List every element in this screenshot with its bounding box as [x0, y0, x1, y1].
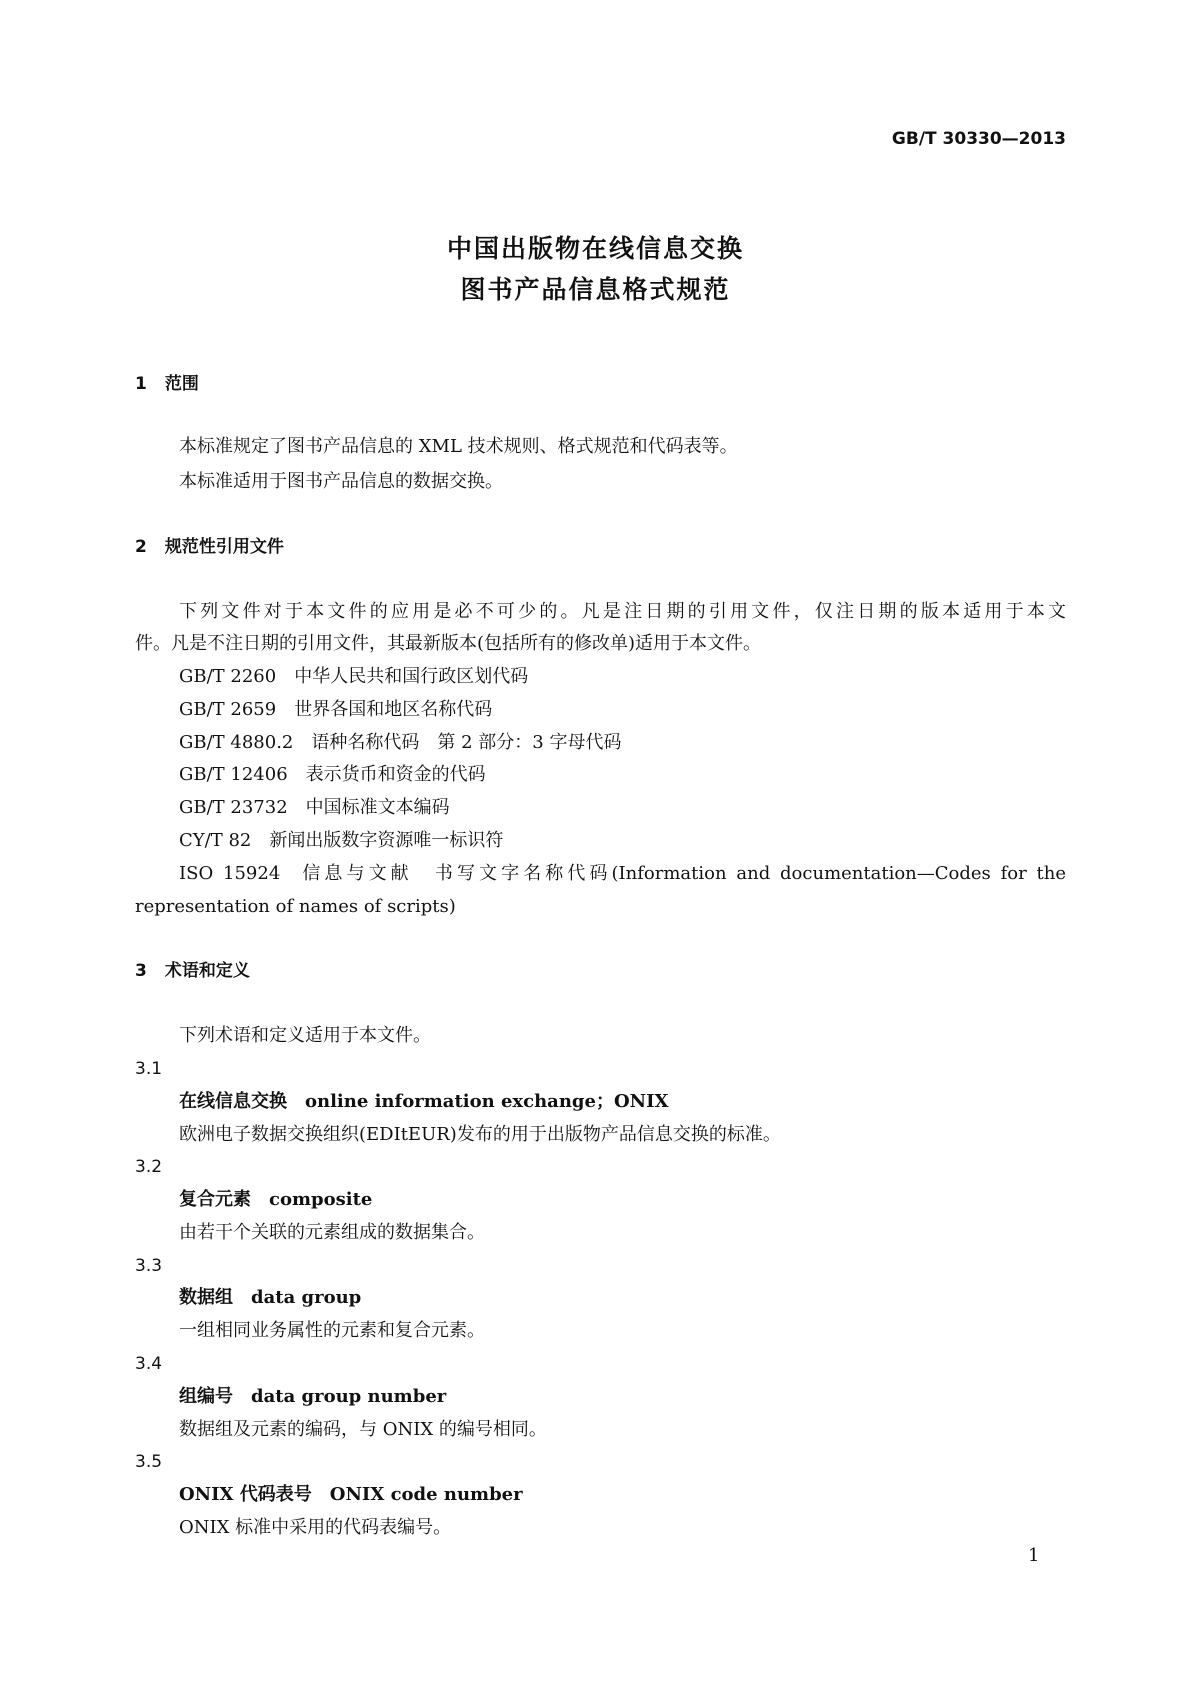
reference-code: ISO 15924: [179, 862, 281, 884]
reference-title: 信息与文献 书写文字名称代码(Information and documentation—Codes for the: [298, 862, 1066, 884]
reference-item: [179, 698, 492, 722]
term-zh: ONIX 代码表号: [179, 1484, 312, 1505]
term-en: ONIX code number: [329, 1484, 523, 1505]
term-definition: 由若干个关联的元素组成的数据集合。: [179, 1221, 485, 1243]
term-number: 3.4: [135, 1353, 163, 1374]
reference-code: GB/T 2659: [179, 698, 277, 720]
reference-title: 中华人民共和国行政区划代码: [294, 666, 529, 687]
reference-code: CY/T 82: [179, 830, 252, 851]
term-number: 3.3: [135, 1255, 163, 1276]
term-heading: [179, 1286, 361, 1310]
reference-title: 世界各国和地区名称代码: [294, 698, 493, 720]
reference-code: GB/T 23732: [179, 797, 288, 819]
section-title: 范围: [164, 374, 199, 394]
reference-item: [179, 862, 1066, 886]
term-en: online information exchange；ONIX: [305, 1090, 669, 1112]
reference-title: 中国标准文本编码: [305, 797, 450, 819]
paragraph: 下列文件对于本文件的应用是必不可少的。凡是注日期的引用文件，仅注日期的版本适用于本文: [179, 601, 1066, 622]
section-title: 规范性引用文件: [164, 537, 284, 557]
term-heading: [179, 1483, 523, 1507]
term-number: 3.1: [135, 1059, 163, 1079]
reference-code: GB/T 12406: [179, 764, 288, 786]
section-1-heading: [135, 372, 199, 396]
page-number: 1: [1028, 1545, 1040, 1566]
paragraph: 件。凡是不注日期的引用文件，其最新版本(包括所有的修改单)适用于本文件。: [135, 633, 762, 654]
reference-code: GB/T 2260: [179, 666, 277, 687]
section-title: 术语和定义: [164, 961, 250, 981]
term-number: 3.2: [135, 1157, 163, 1178]
reference-item: [179, 796, 450, 820]
term-en: data group: [251, 1287, 362, 1309]
term-definition: 一组相同业务属性的元素和复合元素。: [179, 1320, 485, 1342]
reference-item: [179, 829, 503, 853]
document-title-line1: 中国出版物在线信息交换: [446, 234, 744, 263]
term-zh: 组编号: [179, 1385, 233, 1407]
standard-number: GB/T 30330—2013: [891, 129, 1066, 149]
reference-item: [179, 665, 528, 689]
section-2-heading: [135, 535, 284, 559]
term-definition: 数据组及元素的编码，与 ONIX 的编号相同。: [179, 1418, 547, 1440]
paragraph: 本标准适用于图书产品信息的数据交换。: [179, 471, 503, 492]
term-number: 3.5: [135, 1452, 163, 1473]
term-heading: [179, 1090, 669, 1114]
reference-item: [179, 731, 621, 755]
term-zh: 数据组: [179, 1287, 233, 1309]
reference-item: [179, 763, 486, 787]
term-heading: [179, 1385, 446, 1409]
paragraph: 下列术语和定义适用于本文件。: [179, 1025, 431, 1046]
term-zh: 复合元素: [179, 1189, 251, 1211]
reference-title: 语种名称代码 第 2 部分：3 字母代码: [311, 731, 622, 753]
term-definition: 欧洲电子数据交换组织(EDItEUR)发布的用于出版物产品信息交换的标准。: [179, 1123, 781, 1145]
section-number: 1: [135, 374, 147, 394]
term-heading: [179, 1188, 372, 1212]
reference-title: 新闻出版数字资源唯一标识符: [269, 830, 504, 851]
reference-title: 表示货币和资金的代码: [305, 764, 486, 786]
term-zh: 在线信息交换: [179, 1090, 287, 1112]
reference-code: GB/T 4880.2: [179, 731, 294, 753]
section-number: 3: [135, 961, 147, 981]
document-title-line2: 图书产品信息格式规范: [460, 275, 731, 304]
section-3-heading: [135, 959, 250, 983]
term-en: composite: [269, 1189, 373, 1211]
term-en: data group number: [251, 1385, 447, 1407]
paragraph: 本标准规定了图书产品信息的 XML 技术规则、格式规范和代码表等。: [179, 436, 738, 457]
reference-continuation: representation of names of scripts): [135, 896, 456, 917]
term-definition: ONIX 标准中采用的代码表编号。: [179, 1516, 452, 1538]
section-number: 2: [135, 537, 147, 557]
